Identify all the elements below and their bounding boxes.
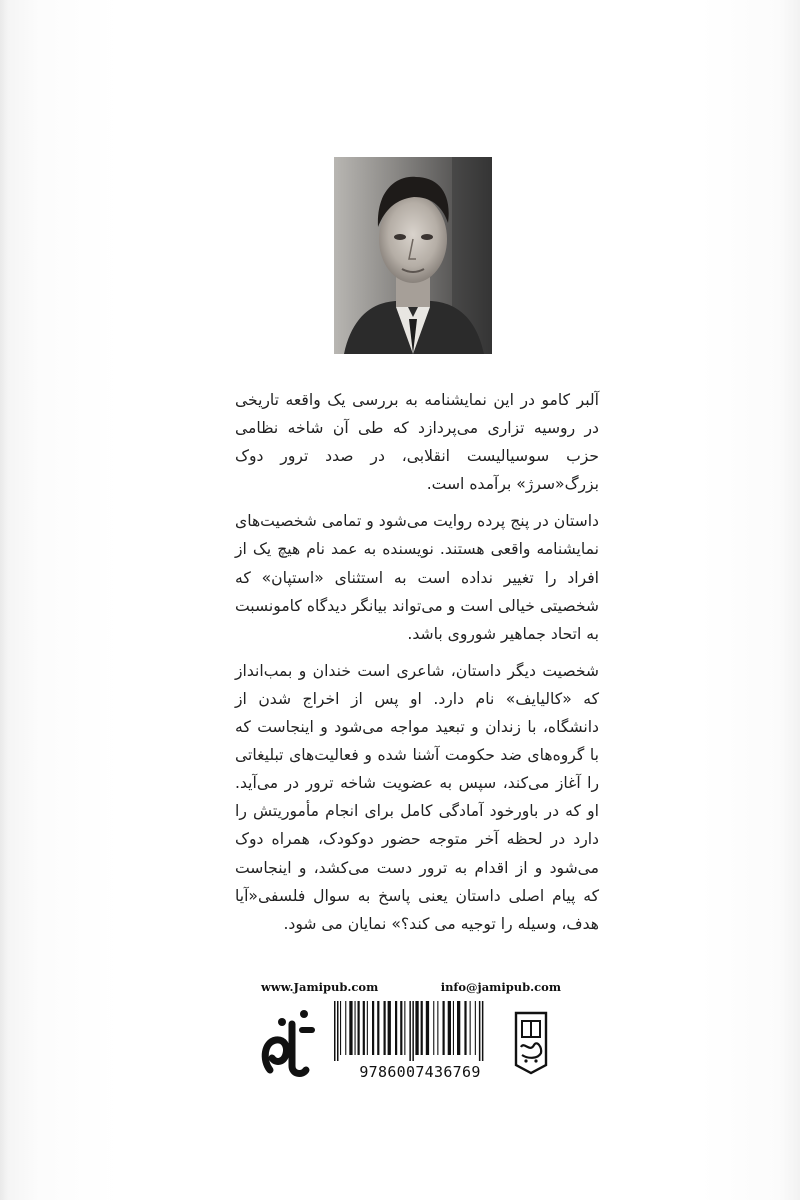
barcode-bar [363,1001,365,1055]
barcode-bar [404,1001,405,1055]
barcode-bar [349,1001,352,1055]
barcode-bar [479,1001,481,1061]
barcode-bar [453,1001,454,1055]
description-paragraph-1: آلبر کامو در این نمایشنامه به بررسی یک واقعه تاریخی در روسیه تزاری می‌پردازد که طی آن شاخه نظامی حزب سوسیالیست انقلابی، در صدد ترور دوک بزرگ«سرژ» برآمده است. [235,391,599,494]
barcode-bar [395,1001,397,1055]
barcode-bar [412,1001,414,1061]
barcode-bar [334,1001,336,1061]
publisher-logo [258,1000,318,1084]
publisher-contacts [261,980,561,994]
barcode-bar [340,1001,341,1055]
barcode-bar [388,1001,391,1055]
barcode-bar [345,1001,346,1055]
barcode-bar [337,1001,339,1061]
barcode-bar [482,1001,484,1061]
imprint-logo [512,1007,550,1077]
barcode-bar [372,1001,374,1055]
barcode-bar [437,1001,438,1055]
publisher-website: www.Jamipub.com [261,980,379,994]
barcode-bar [355,1001,356,1055]
publisher-email: info@jamipub.com [440,980,561,994]
barcode-bar [475,1001,476,1055]
barcode-bar [384,1001,386,1055]
barcode-bar [426,1001,429,1055]
barcode-bar [464,1001,466,1055]
barcode-bar [448,1001,451,1055]
imprint-logo-text: نیستان [531,1076,534,1077]
barcode-bar [443,1001,445,1055]
barcode-bar [367,1001,368,1055]
barcode-bar [409,1001,411,1061]
barcode-bar [457,1001,460,1055]
description-text [235,386,599,947]
barcode-bar [358,1001,360,1055]
publisher-logo-text: جامی [288,1083,291,1084]
description-paragraph-3: شخصیت دیگر داستان، شاعری است خندان و بمب‌انداز که «کالیایف» نام دارد. او پس از اخراج شدن از دانشگاه، با زندان و تبعید مواجه می‌شود و اینجاست که با گروه‌های ضد حکومت آشنا شده و فعالیت‌های تبلیغاتی را آغاز می‌کند، سپس به عضویت شاخه ترور در می‌آید. او که در باورخود آمادگی کامل برای انجام مأموریتش را دارد در لحظه آخر متوجه حضور دوکودک، همراه دوک می‌شود و از اقدام به ترور دست می‌کشد، و اینجاست که پیام اصلی داستان یعنی پاسخ به سوال فلسفی«آیا هدف، وسیله را توجیه می کند؟» نمایان می شود. [235,661,599,933]
author-portrait [334,157,492,354]
isbn-number: 9786007436769 [340,1063,500,1081]
barcode-bar [433,1001,434,1055]
barcode-bar [415,1001,418,1055]
barcode-bar [470,1001,471,1055]
description-paragraph-2: داستان در پنج پرده روایت می‌شود و تمامی شخصیت‌های نمایشنامه واقعی هستند. نویسنده به عمد نام هیچ یک از افراد را تغییر نداده است به استثنای «استپان» که شخصیتی خیالی است و می‌تواند بیانگر دیدگاه کامونسبت به اتحاد جماهیر شوروی باشد. [235,512,599,643]
barcode-bar [400,1001,402,1055]
barcode-bar [421,1001,423,1055]
barcode-bar [377,1001,379,1055]
